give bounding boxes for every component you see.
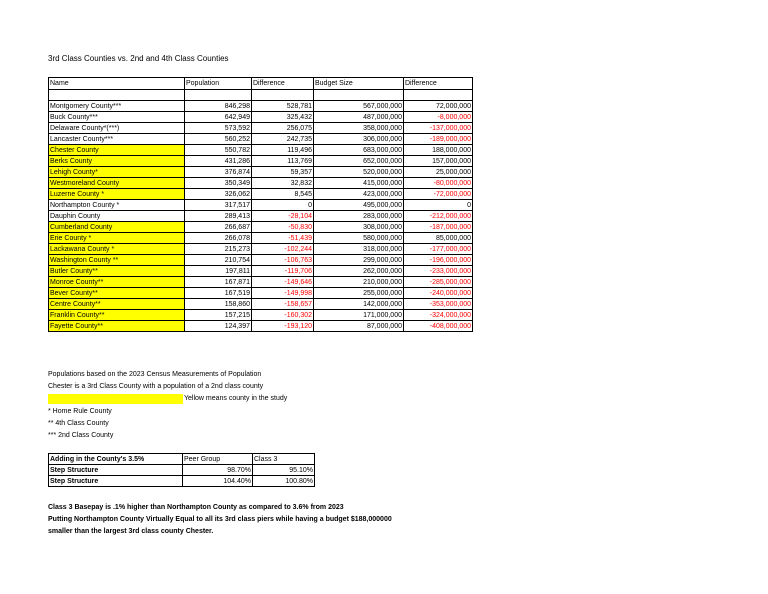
budget-difference-cell: -80,000,000 [404, 178, 473, 189]
table-row [49, 233, 473, 244]
budget-difference-cell: -240,000,000 [404, 288, 473, 299]
population-difference-cell: 0 [252, 200, 314, 211]
population-cell: 266,687 [185, 222, 252, 233]
table-row [49, 222, 473, 233]
population-difference-cell: -119,706 [252, 266, 314, 277]
table-row [49, 189, 473, 200]
county-name-cell: Chester County [49, 145, 185, 156]
population-cell: 215,273 [185, 244, 252, 255]
county-name-cell: Buck County*** [49, 112, 185, 123]
table-row [49, 134, 473, 145]
table-spacer-row [49, 90, 473, 101]
budget-size-cell: 358,000,000 [314, 123, 404, 134]
note-fourth-class: ** 4th Class County [48, 420, 109, 427]
population-cell: 266,078 [185, 233, 252, 244]
step-class3-value: 95.10% [253, 465, 315, 476]
note-second-class: *** 2nd Class County [48, 432, 114, 439]
budget-size-cell: 171,000,000 [314, 310, 404, 321]
budget-difference-cell: 157,000,000 [404, 156, 473, 167]
budget-size-cell: 87,000,000 [314, 321, 404, 332]
budget-difference-cell: -353,000,000 [404, 299, 473, 310]
header-population: Population [185, 78, 252, 90]
yellow-legend-swatch [48, 394, 183, 404]
budget-difference-cell: -189,000,000 [404, 134, 473, 145]
table-row [49, 178, 473, 189]
budget-difference-cell: -324,000,000 [404, 310, 473, 321]
county-name-cell: Lehigh County* [49, 167, 185, 178]
budget-size-cell: 423,000,000 [314, 189, 404, 200]
budget-difference-cell: -177,000,000 [404, 244, 473, 255]
county-name-cell: Lackawana County * [49, 244, 185, 255]
budget-difference-cell: -408,000,000 [404, 321, 473, 332]
note-census: Populations based on the 2023 Census Measurements of Population [48, 371, 262, 378]
county-name-cell: Northampton County * [49, 200, 185, 211]
table-row [49, 200, 473, 211]
county-name-cell: Erie County * [49, 233, 185, 244]
budget-size-cell: 283,000,000 [314, 211, 404, 222]
population-cell: 642,949 [185, 112, 252, 123]
budget-difference-cell: -187,000,000 [404, 222, 473, 233]
page-title: 3rd Class Counties vs. 2nd and 4th Class Counties [48, 54, 229, 63]
county-name-cell: Washington County ** [49, 255, 185, 266]
population-difference-cell: 325,432 [252, 112, 314, 123]
population-difference-cell: 113,769 [252, 156, 314, 167]
budget-size-cell: 262,000,000 [314, 266, 404, 277]
budget-difference-cell: -137,000,000 [404, 123, 473, 134]
budget-difference-cell: 188,000,000 [404, 145, 473, 156]
population-difference-cell: -149,646 [252, 277, 314, 288]
budget-difference-cell: 85,000,000 [404, 233, 473, 244]
population-cell: 317,517 [185, 200, 252, 211]
table-row [49, 277, 473, 288]
step-peer-value: 98.70% [183, 465, 253, 476]
step-header-class3: Class 3 [253, 454, 315, 465]
population-difference-cell: -193,120 [252, 321, 314, 332]
population-cell: 560,252 [185, 134, 252, 145]
population-cell: 550,782 [185, 145, 252, 156]
population-difference-cell: -106,763 [252, 255, 314, 266]
population-cell: 846,298 [185, 101, 252, 112]
table-row [49, 321, 473, 332]
population-difference-cell: 242,735 [252, 134, 314, 145]
table-row [49, 476, 315, 487]
budget-difference-cell: -233,000,000 [404, 266, 473, 277]
population-difference-cell: 8,545 [252, 189, 314, 200]
population-difference-cell: -28,104 [252, 211, 314, 222]
budget-difference-cell: 25,000,000 [404, 167, 473, 178]
table-row [49, 167, 473, 178]
table-row [49, 101, 473, 112]
budget-size-cell: 683,000,000 [314, 145, 404, 156]
footer-line-2: Putting Northampton County Virtually Equal to all its 3rd class piers while having a budget $188,000000 [48, 516, 392, 523]
population-difference-cell: -158,657 [252, 299, 314, 310]
note-chester: Chester is a 3rd Class County with a population of a 2nd class county [48, 383, 264, 390]
table-row [49, 123, 473, 134]
table-row [49, 299, 473, 310]
county-name-cell: Cumberland County [49, 222, 185, 233]
county-name-cell: Franklin County** [49, 310, 185, 321]
population-difference-cell: -149,998 [252, 288, 314, 299]
budget-difference-cell: -8,000,000 [404, 112, 473, 123]
step-peer-value: 104.40% [183, 476, 253, 487]
budget-difference-cell: 72,000,000 [404, 101, 473, 112]
step-structure-table [48, 453, 315, 487]
header-budget-size: Budget Size [314, 78, 404, 90]
population-cell: 289,413 [185, 211, 252, 222]
table-row [49, 310, 473, 321]
county-name-cell: Bever County** [49, 288, 185, 299]
population-cell: 350,349 [185, 178, 252, 189]
footer-line-3: smaller than the largest 3rd class county Chester. [48, 528, 214, 535]
population-cell: 167,871 [185, 277, 252, 288]
table-row [49, 266, 473, 277]
population-difference-cell: 59,357 [252, 167, 314, 178]
step-header-label: Adding in the County's 3.5% [49, 454, 183, 465]
county-name-cell: Dauphin County [49, 211, 185, 222]
step-row-label: Step Structure [49, 465, 183, 476]
population-difference-cell: -102,244 [252, 244, 314, 255]
population-difference-cell: -160,302 [252, 310, 314, 321]
county-name-cell: Centre County** [49, 299, 185, 310]
budget-size-cell: 308,000,000 [314, 222, 404, 233]
county-name-cell: Berks County [49, 156, 185, 167]
budget-size-cell: 142,000,000 [314, 299, 404, 310]
budget-size-cell: 520,000,000 [314, 167, 404, 178]
table-row [49, 211, 473, 222]
header-budget-difference: Difference [404, 78, 473, 90]
budget-size-cell: 255,000,000 [314, 288, 404, 299]
population-cell: 157,215 [185, 310, 252, 321]
county-name-cell: Lancaster County*** [49, 134, 185, 145]
step-row-label: Step Structure [49, 476, 183, 487]
population-cell: 158,860 [185, 299, 252, 310]
table-header-row [49, 78, 473, 90]
yellow-legend-label: Yellow means county in the study [184, 395, 288, 402]
budget-size-cell: 580,000,000 [314, 233, 404, 244]
population-difference-cell: 528,781 [252, 101, 314, 112]
population-cell: 573,592 [185, 123, 252, 134]
note-home-rule: * Home Rule County [48, 408, 112, 415]
county-name-cell: Fayette County** [49, 321, 185, 332]
population-cell: 210,754 [185, 255, 252, 266]
county-name-cell: Montgomery County*** [49, 101, 185, 112]
budget-difference-cell: -212,000,000 [404, 211, 473, 222]
step-class3-value: 100.80% [253, 476, 315, 487]
header-name: Name [49, 78, 185, 90]
budget-difference-cell: -285,000,000 [404, 277, 473, 288]
population-cell: 197,811 [185, 266, 252, 277]
county-name-cell: Monroe County** [49, 277, 185, 288]
budget-size-cell: 318,000,000 [314, 244, 404, 255]
budget-size-cell: 306,000,000 [314, 134, 404, 145]
table-row [49, 112, 473, 123]
county-name-cell: Luzerne County * [49, 189, 185, 200]
budget-size-cell: 210,000,000 [314, 277, 404, 288]
population-difference-cell: 32,832 [252, 178, 314, 189]
budget-difference-cell: -72,000,000 [404, 189, 473, 200]
budget-size-cell: 299,000,000 [314, 255, 404, 266]
table-row [49, 156, 473, 167]
budget-size-cell: 495,000,000 [314, 200, 404, 211]
county-comparison-table [48, 77, 473, 332]
table-row [49, 288, 473, 299]
population-difference-cell: -51,439 [252, 233, 314, 244]
footer-line-1: Class 3 Basepay is .1% higher than Northampton County as compared to 3.6% from 2023 [48, 504, 344, 511]
population-difference-cell: 256,075 [252, 123, 314, 134]
budget-size-cell: 487,000,000 [314, 112, 404, 123]
header-difference: Difference [252, 78, 314, 90]
population-cell: 431,286 [185, 156, 252, 167]
population-cell: 167,519 [185, 288, 252, 299]
table-row [49, 244, 473, 255]
table-row [49, 145, 473, 156]
step-table-header [49, 454, 315, 465]
population-difference-cell: -50,830 [252, 222, 314, 233]
county-name-cell: Butler County** [49, 266, 185, 277]
budget-difference-cell: 0 [404, 200, 473, 211]
budget-difference-cell: -196,000,000 [404, 255, 473, 266]
population-difference-cell: 119,496 [252, 145, 314, 156]
budget-size-cell: 652,000,000 [314, 156, 404, 167]
county-name-cell: Delaware County*(***) [49, 123, 185, 134]
population-cell: 124,397 [185, 321, 252, 332]
population-cell: 326,062 [185, 189, 252, 200]
table-row [49, 255, 473, 266]
budget-size-cell: 567,000,000 [314, 101, 404, 112]
table-row [49, 465, 315, 476]
budget-size-cell: 415,000,000 [314, 178, 404, 189]
population-cell: 376,874 [185, 167, 252, 178]
county-name-cell: Westmoreland County [49, 178, 185, 189]
step-header-peer: Peer Group [183, 454, 253, 465]
